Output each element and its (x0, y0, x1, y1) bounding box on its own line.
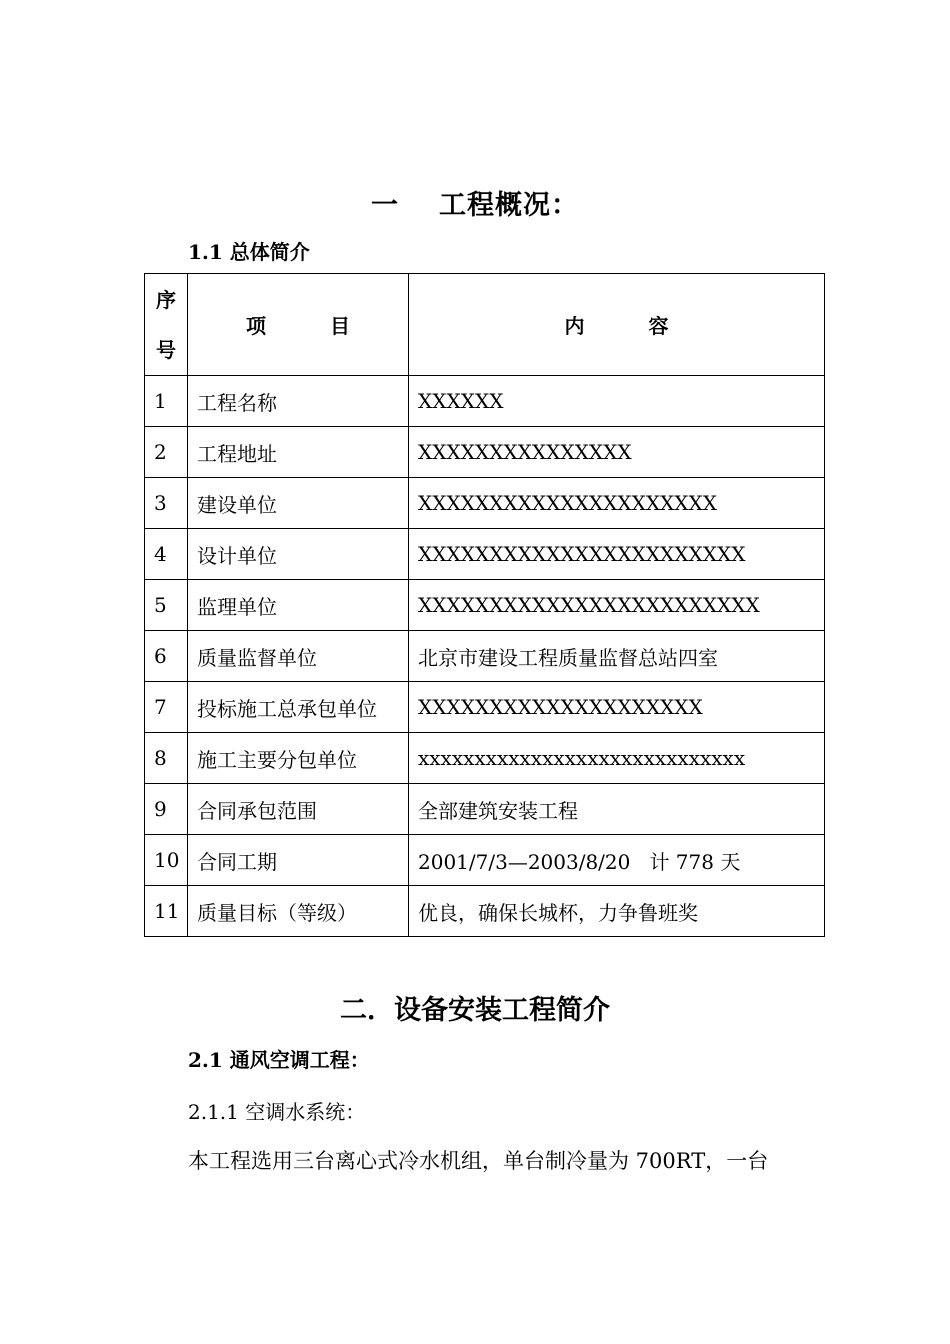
header-seq-line2: 号 (156, 337, 176, 362)
row-content: XXXXXXXXXXXXXXX (409, 427, 825, 478)
table-row (145, 886, 825, 937)
subsection-2-1-1-title: 2.1.1 空调水系统： (188, 1100, 366, 1124)
row-content: xxxxxxxxxxxxxxxxxxxxxxxxxxxxx (409, 733, 825, 784)
table-row (145, 427, 825, 478)
row-number: 4 (145, 529, 188, 580)
header-item-b: 目 (330, 314, 350, 338)
row-content: XXXXXXXXXXXXXXXXXXXXXXX (409, 529, 825, 580)
header-item-a: 项 (246, 314, 266, 338)
row-item: 合同承包范围 (188, 784, 409, 835)
row-number: 2 (145, 427, 188, 478)
row-number: 7 (145, 682, 188, 733)
table-row (145, 631, 825, 682)
header-content-a: 内 (564, 314, 585, 338)
section-1-heading (0, 183, 950, 222)
subsection-2-1-title: 2.1 通风空调工程： (188, 1048, 370, 1072)
section-1-title: 工程概况： (439, 190, 579, 221)
table-row (145, 682, 825, 733)
table-header-row (145, 274, 825, 376)
table-row (145, 733, 825, 784)
row-item: 建设单位 (188, 478, 409, 529)
table-row (145, 835, 825, 886)
subsection-1-1-title: 1.1 总体简介 (188, 240, 310, 264)
row-number: 5 (145, 580, 188, 631)
row-number: 11 (145, 886, 188, 937)
row-item: 施工主要分包单位 (188, 733, 409, 784)
row-number: 6 (145, 631, 188, 682)
table-row (145, 478, 825, 529)
row-number: 1 (145, 376, 188, 427)
row-item: 工程名称 (188, 376, 409, 427)
row-number: 10 (145, 835, 188, 886)
table-row (145, 376, 825, 427)
section-2-heading: 二．设备安装工程简介 (340, 995, 610, 1026)
row-item: 投标施工总承包单位 (188, 682, 409, 733)
row-content: XXXXXXXXXXXXXXXXXXXXX (409, 478, 825, 529)
header-seq (145, 274, 188, 376)
row-content: 全部建筑安装工程 (409, 784, 825, 835)
body-paragraph: 本工程选用三台离心式冷水机组，单台制冷量为 700RT，一台 (188, 1149, 769, 1173)
row-item: 质量监督单位 (188, 631, 409, 682)
header-content (409, 274, 825, 376)
header-item (188, 274, 409, 376)
row-content: 北京市建设工程质量监督总站四室 (409, 631, 825, 682)
row-item: 监理单位 (188, 580, 409, 631)
row-item: 质量目标（等级） (188, 886, 409, 937)
row-number: 9 (145, 784, 188, 835)
table-row (145, 784, 825, 835)
row-item: 合同工期 (188, 835, 409, 886)
header-seq-line1: 序 (156, 287, 176, 312)
table-row (145, 529, 825, 580)
row-item: 工程地址 (188, 427, 409, 478)
project-overview-table (144, 273, 825, 937)
row-number: 8 (145, 733, 188, 784)
header-content-b: 容 (648, 314, 669, 338)
row-content: XXXXXXXXXXXXXXXXXXXX (409, 682, 825, 733)
row-content: XXXXXX (409, 376, 825, 427)
row-content: 2001/7/3—2003/8/20 计 778 天 (409, 835, 825, 886)
section-1-number: 一 (371, 190, 399, 221)
row-item: 设计单位 (188, 529, 409, 580)
row-content: XXXXXXXXXXXXXXXXXXXXXXXX (409, 580, 825, 631)
table-row (145, 580, 825, 631)
row-content: 优良，确保长城杯，力争鲁班奖 (409, 886, 825, 937)
row-number: 3 (145, 478, 188, 529)
